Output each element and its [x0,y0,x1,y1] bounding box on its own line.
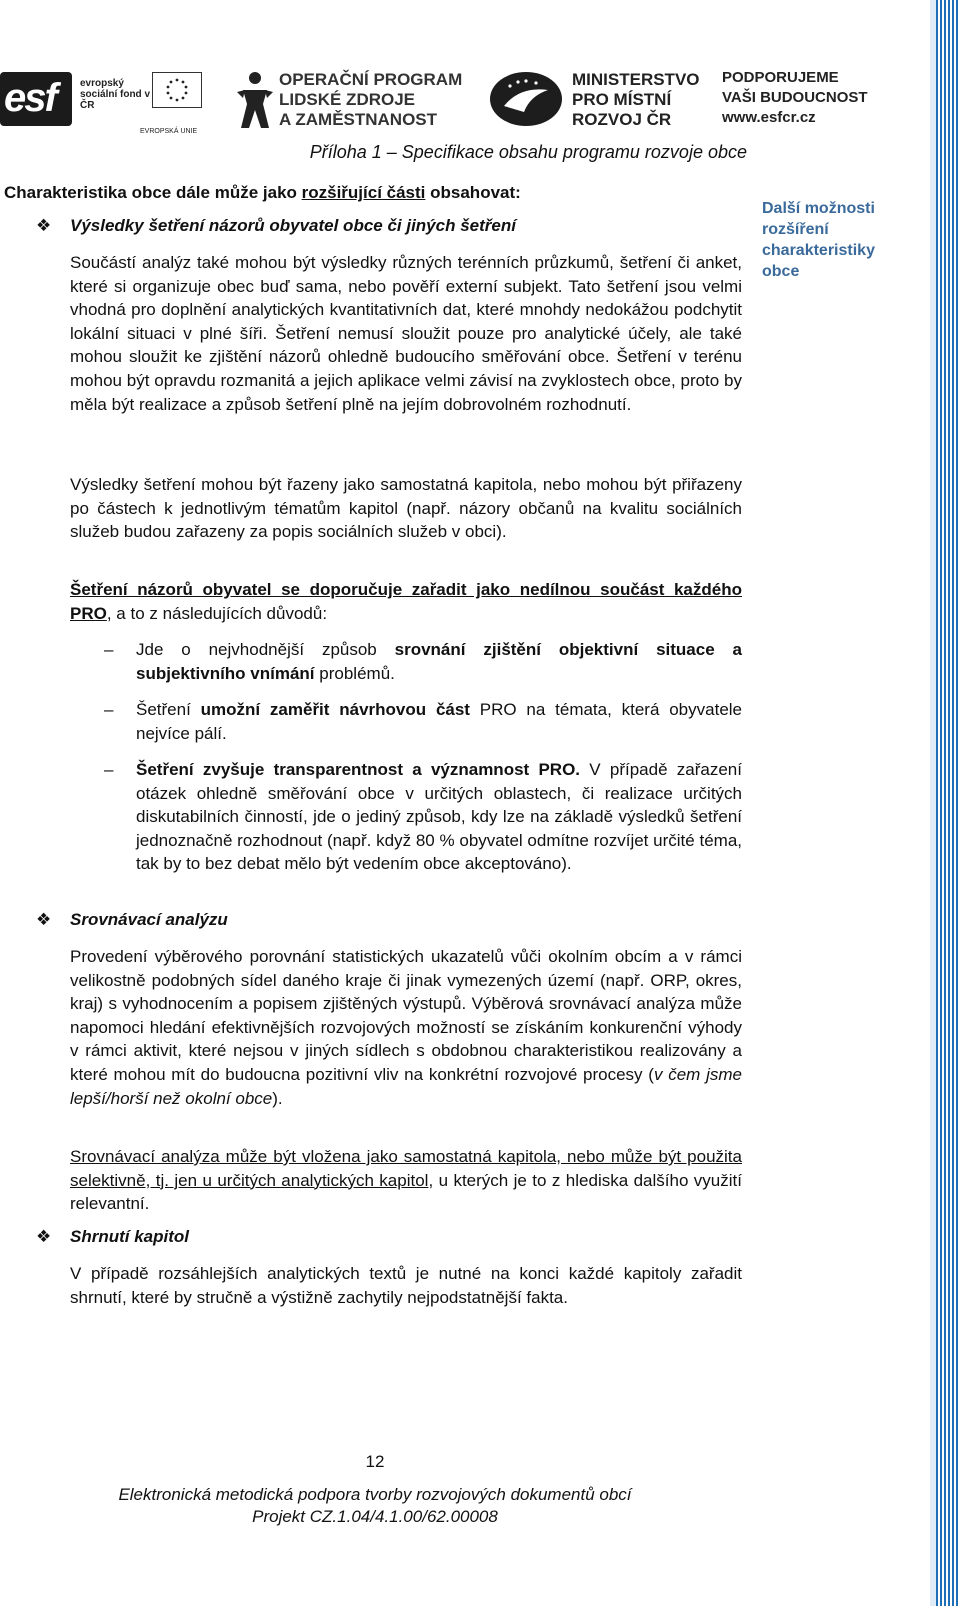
mmr-line-1: MINISTERSTVO [572,70,700,89]
footer-line-2: Projekt CZ.1.04/4.1.00/62.00008 [252,1507,498,1526]
section-title: Shrnutí kapitol [70,1227,189,1246]
diamond-bullet-icon: ❖ [36,216,52,235]
section-heading-comparison [36,910,228,930]
list-text-post: V případě zařazení otázek ohledně směřování obce v určitých oblastech, či realizace určitých diskutabilních činností, jde o jediný způsob, kdy lze na základě výsledků šetření jednoznačně rozhodnout (např. když 80 % obyvatel odmítne rozvíjet určité téma, tak by to bez debat mělo být vedením obce akceptováno). [136,760,742,874]
logo-bar [0,60,900,138]
list-text-post: problémů. [314,663,395,683]
page-footer [80,1484,670,1528]
list-text-pre: Jde o nejvhodnější způsob [136,640,395,659]
dash-bullet: – [104,640,114,659]
footer-line-1: Elektronická metodická podpora tvorby rozvojových dokumentů obcí [118,1485,632,1504]
list-text-bold: srovnání zjištění objektivní situace a subjektivního vnímání [136,640,742,683]
diamond-bullet-icon: ❖ [36,910,52,929]
recommendation-emphasis: Šetření názorů obyvatel se doporučuje zařadit jako nedílnou součást každého PRO [70,580,742,623]
main-heading-before: Charakteristika obce dále může jako [4,183,302,202]
list-item-text [136,758,742,876]
op-line-2: LIDSKÉ ZDROJE [279,90,416,109]
dash-bullet: – [104,700,114,719]
decorative-stripes [936,0,960,1606]
op-logo [235,66,463,130]
slogan-line-2: VAŠI BUDOUCNOST [722,89,868,106]
paragraph [70,945,742,1110]
paragraph-rest: , u kterých je to z hlediska dalšího využití relevantní. [70,1170,742,1214]
main-heading-after: obsahovat: [425,183,521,202]
eu-caption: EVROPSKÁ UNIE [140,128,198,135]
mmr-logo [490,68,700,132]
eu-flag-icon [152,72,202,108]
section-title: Srovnávací analýzu [70,910,228,929]
paragraph-underlined: Srovnávací analýza může být vložena jako samostatná kapitola, nebo může být použita selektivně, tj. jen u určitých analytických kapitol [70,1147,742,1190]
paragraph: Výsledky šetření mohou být řazeny jako samostatná kapitola, nebo mohou být přiřazeny po částech k jednotlivým tématům kapitol (např. názory občanů na kvalitu sociálních služeb budou zařazeny za popis sociálních služeb v obci). [70,475,742,542]
list-item-text [136,638,742,685]
paragraph: Součástí analýz také mohou být výsledky různých terénních průzkumů, šetření či anket, které si organizuje obec buď sama, nebo pověří externí subjekt. Tato šetření jsou velmi vhodná pro doplnění analytických kvantitativních dat, které mnohdy nedokážou podchytit lokální situaci v plné šíři. Šetření nemusí sloužit pouze pro analytické účely, ale také mohou sloužit ke zjištění názorů ohledně budoucího směřování obce. Šetření v terénu mohou být opravdu rozmanitá a jejich aplikace velmi závisí na zvyklostech obce, proto by měla být realizace a způsob šetření plně na jejím dobrovolném rozhodnutí. [70,253,742,414]
mmr-text [572,70,700,130]
slogan-url: www.esfcr.cz [722,109,816,126]
mmr-line-3: ROZVOJ ČR [572,110,672,129]
list-text-bold: Šetření zvyšuje transparentnost a významnost PRO. [136,760,581,779]
list-text-pre: Šetření [136,700,201,719]
section-heading-summary [36,1227,189,1247]
slogan-line-1: PODPORUJEME [722,69,839,86]
mmr-line-2: PRO MÍSTNÍ [572,90,672,109]
esf-logo [0,66,235,135]
mmr-emblem-icon [490,72,562,126]
op-text [279,70,462,130]
page-number: 12 [365,1452,385,1471]
section-heading-survey [36,216,516,236]
esf-mark-text: esf [4,76,56,120]
main-heading-underlined: rozšiřující části [301,183,426,202]
section-title: Výsledky šetření názorů obyvatel obce či jiných šetření [70,216,516,235]
main-heading [4,183,521,203]
paragraph [70,1145,742,1216]
list-text-bold: umožní zaměřit návrhovou část [200,700,470,719]
paragraph-recommendation [70,578,742,625]
dash-bullet: – [104,760,114,779]
paragraph-main: Provedení výběrového porovnání statistických ukazatelů vůči okolním obcím a v rámci velikostně podobných sídel daného kraje či jinak vymezených území (např. ORP, okres, kraj) s vyhodnocením a popisem zjištěných výstupů. Výběrová srovnávací analýza může napomoci hledání efektivnějších rozvojových možností se získáním konkurenční výhody v rámci aktivit, které nejsou v jiných sídlech s obdobnou charakteristikou realizovány a které mohou mít do budoucna pozitivní vliv na konkrétní rozvojové procesy ( [70,947,742,1084]
diamond-bullet-icon: ❖ [36,1227,52,1246]
paragraph-italic: v čem jsme lepší/horší než okolní obce [70,1064,742,1108]
paragraph: V případě rozsáhlejších analytických textů je nutné na konci každé kapitoly zařadit shrnutí, které by stručně a výstižně zachytily nejpodstatnější fakta. [70,1264,742,1307]
recommendation-rest: , a to z následujících důvodů: [106,603,328,623]
op-line-3: A ZAMĚSTNANOST [279,110,438,129]
op-line-1: OPERAČNÍ PROGRAM [279,70,463,89]
list-item-text [136,698,742,745]
page-header-title: Příloha 1 – Specifikace obsahu programu rozvoje obce [309,142,747,162]
esf-caption: evropský sociální fond v ČR [80,78,151,111]
margin-note: Další možnosti rozšíření charakteristiky obce [762,200,875,280]
paragraph-end: ). [272,1088,283,1108]
slogan-logo [722,68,882,132]
op-figure-icon [235,70,275,130]
list-text-post: PRO na témata, která obyvatele nejvíce pálí. [136,700,742,743]
